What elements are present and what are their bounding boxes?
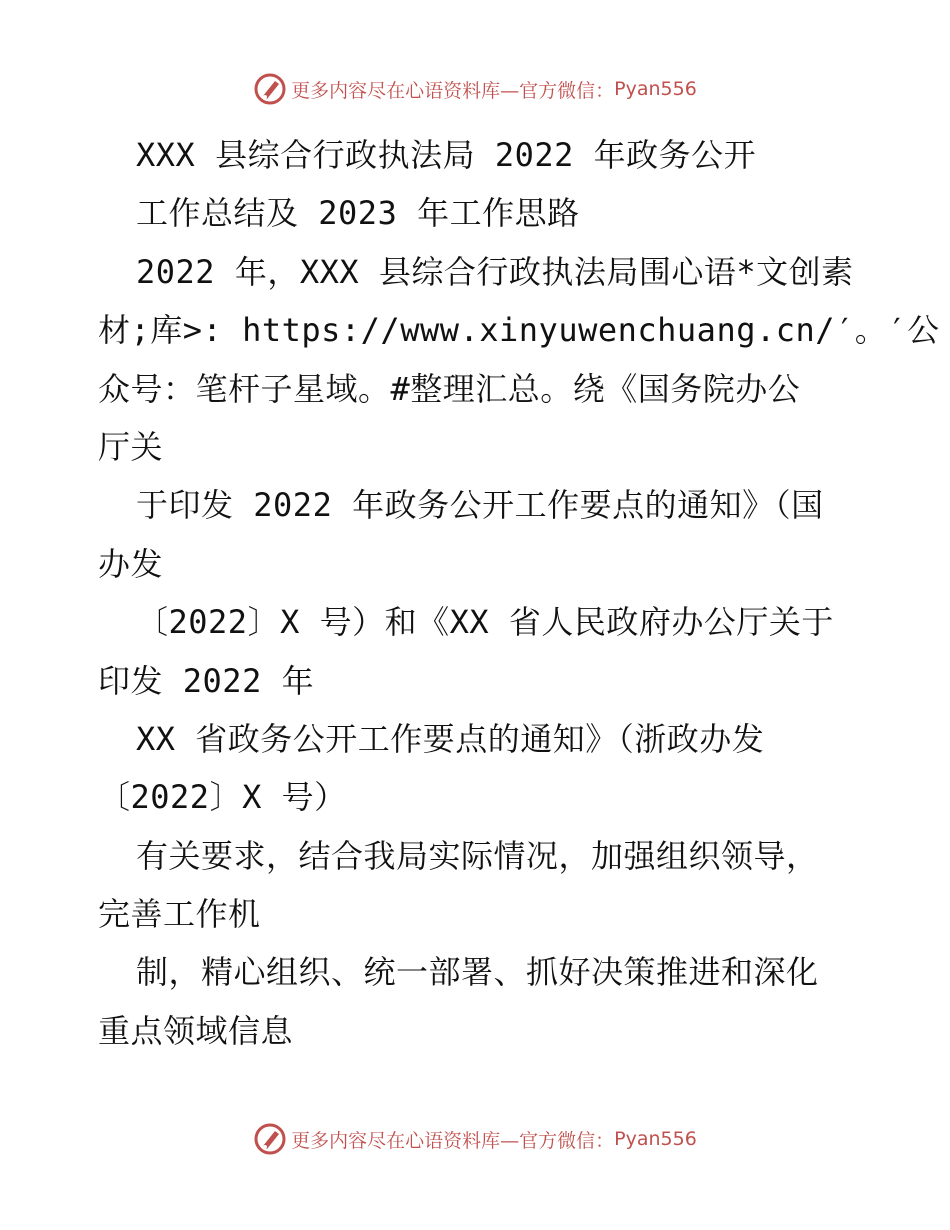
watermark-handle: Pyan556 [614,78,697,100]
text-line: 办发 [98,544,164,583]
pen-logo-icon [253,72,287,106]
watermark-text: 更多内容尽在心语资料库—官方微信： [291,1129,615,1152]
text-line: XX 省政务公开工作要点的通知》（浙政办发 [136,719,765,758]
footer-watermark [0,1122,950,1156]
text-line: 〔2022〕X 号） [98,778,347,817]
text-line: 材;库>: https://www.xinyuwenchuang.cn/′。′公 [98,311,940,350]
text-line: 制，精心组织、统一部署、抓好决策推进和深化 [136,953,819,992]
text-line: 有关要求，结合我局实际情况，加强组织领导， [136,836,819,875]
text-line: 工作总结及 2023 年工作思路 [136,194,580,233]
text-line: 于印发 2022 年政务公开工作要点的通知》（国 [136,486,824,525]
text-line: 印发 2022 年 [98,661,315,700]
text-line: 重点领域信息 [98,1011,294,1050]
document-body [98,126,940,1060]
text-line: XXX 县综合行政执法局 2022 年政务公开 [136,136,757,174]
header-watermark [0,72,950,106]
text-line: 众号：笔杆子星域。#整理汇总。绕《国务院办公 [98,369,801,408]
pen-logo-icon [253,1122,287,1156]
text-line: 2022 年，XXX 县综合行政执法局围心语*文创素 [136,252,854,291]
text-line: 〔2022〕X 号）和《XX 省人民政府办公厅关于 [136,603,834,642]
text-line: 厅关 [98,427,164,466]
watermark-handle: Pyan556 [614,1128,697,1150]
watermark-text: 更多内容尽在心语资料库—官方微信： [291,79,615,102]
text-line: 完善工作机 [98,895,261,934]
